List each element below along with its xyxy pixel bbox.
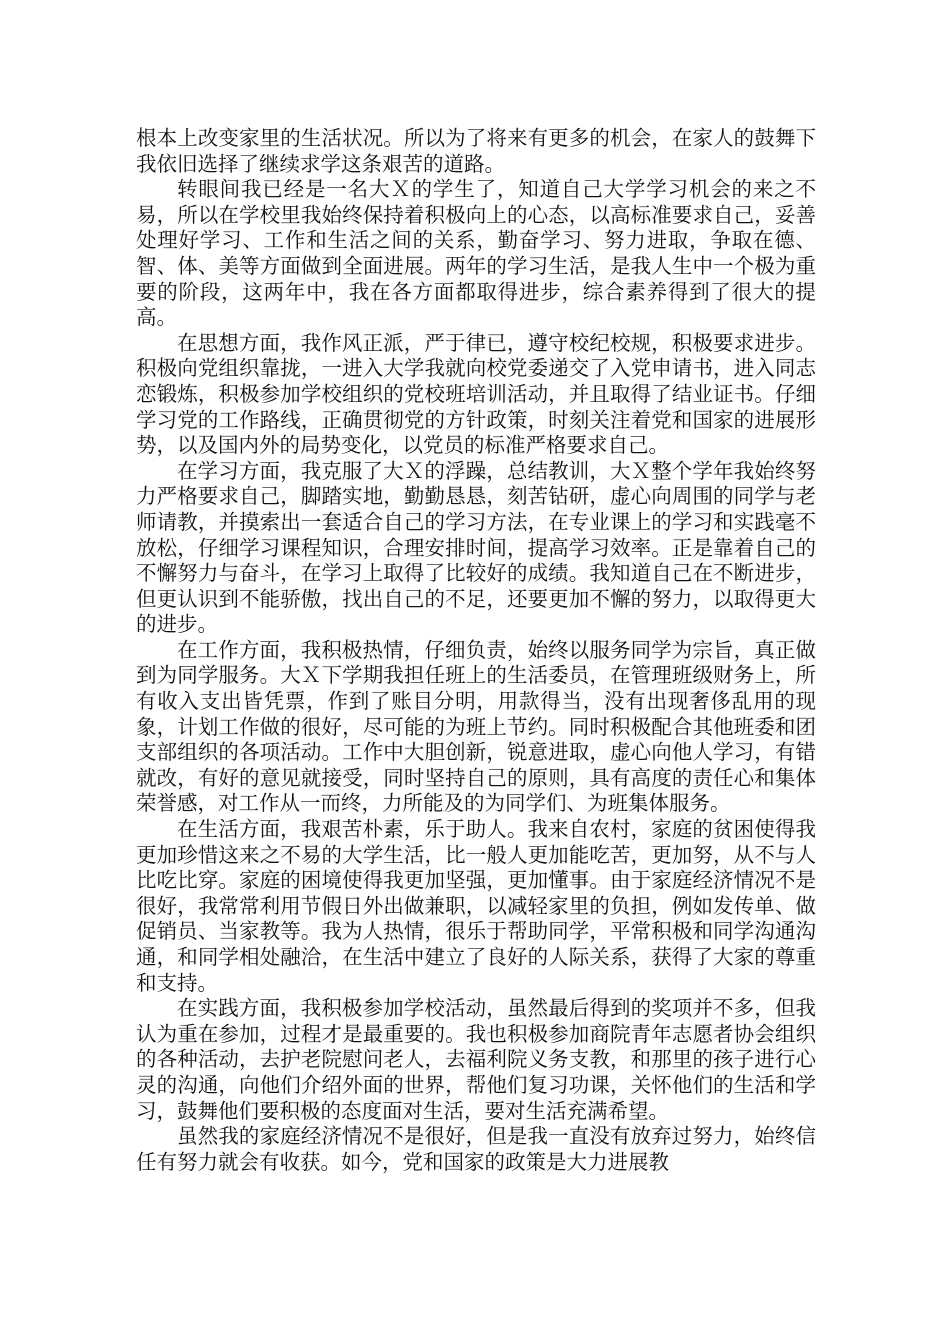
paragraph-ideology: 在思想方面，我作风正派，严于律已，遵守校纪校规，积极要求进步。积极向党组织靠拢，一进入大学我就向校党委递交了入党申请书，进入同志恋锻炼，积极参加学校组织的党校班培训活动，并且取得了结业证书。仔细学习党的工作路线，正确贯彻党的方针政策，时刻关注着党和国家的进展形势，以及国内外的局势变化，以党员的标准严格要求自己。 — [136, 330, 816, 458]
paragraph-life: 在生活方面，我艰苦朴素，乐于助人。我来自农村，家庭的贫困使得我更加珍惜这来之不易的大学生活，比一般人更加能吃苦，更加努，从不与人比吃比穿。家庭的困境使得我更加坚强，更加懂事。由于家庭经济情况不是很好，我常常利用节假日外出做兼职，以减轻家里的负担，例如发传单、做促销员、当家教等。我为人热情，很乐于帮助同学，平常积极和同学沟通沟通，和同学相处融洽，在生活中建立了良好的人际关系，获得了大家的尊重和支持。 — [136, 817, 816, 995]
paragraph-practice: 在实践方面，我积极参加学校活动，虽然最后得到的奖项并不多，但我认为重在参加，过程才是最重要的。我也积极参加商院青年志愿者协会组织的各种活动，去护老院慰问老人，去福利院义务支教，和那里的孩子进行心灵的沟通，向他们介绍外面的世界，帮他们复习功课，关怀他们的生活和学习，鼓舞他们要积极的态度面对生活，要对生活充满希望。 — [136, 996, 816, 1123]
paragraph-study: 在学习方面，我克服了大Ｘ的浮躁，总结教训，大Ｘ整个学年我始终努力严格要求自己，脚踏实地，勤勤恳恳，刻苦钻研，虚心向周围的同学与老师请教，并摸索出一套适合自己的学习方法，在专业课上的学习和实践毫不放松，仔细学习课程知识，合理安排时间，提高学习效率。正是靠着自己的不懈努力与奋斗，在学习上取得了比较好的成绩。我知道自己在不断进步，但更认识到不能骄傲，找出自己的不足，还要更加不懈的努力，以取得更大的进步。 — [136, 458, 816, 637]
document-body — [136, 126, 816, 1175]
paragraph-continuation: 根本上改变家里的生活状况。所以为了将来有更多的机会，在家人的鼓舞下我依旧选择了继续求学这条艰苦的道路。 — [136, 126, 816, 176]
paragraph-closing: 虽然我的家庭经济情况不是很好，但是我一直没有放弃过努力，始终信任有努力就会有收获。如今，党和国家的政策是大力进展教 — [136, 1124, 816, 1174]
paragraph-university-intro: 转眼间我已经是一名大Ｘ的学生了，知道自己大学学习机会的来之不易，所以在学校里我始终保持着积极向上的心态，以高标准要求自己，妥善处理好学习、工作和生活之间的关系，勤奋学习、努力进取，争取在德、智、体、美等方面做到全面进展。两年的学习生活，是我人生中一个极为重要的阶段，这两年中，我在各方面都取得进步，综合素养得到了很大的提高。 — [136, 177, 816, 330]
paragraph-work: 在工作方面，我积极热情，仔细负责，始终以服务同学为宗旨，真正做到为同学服务。大Ｘ下学期我担任班上的生活委员，在管理班级财务上，所有收入支出皆凭票，作到了账目分明，用款得当，没有出现奢侈乱用的现象，计划工作做的很好，尽可能的为班上节约。同时积极配合其他班委和团支部组织的各项活动。工作中大胆创新，锐意进取，虚心向他人学习，有错就改，有好的意见就接受，同时坚持自己的原则，具有高度的责任心和集体荣誉感，对工作从一而终，力所能及的为同学们、为班集体服务。 — [136, 637, 816, 816]
